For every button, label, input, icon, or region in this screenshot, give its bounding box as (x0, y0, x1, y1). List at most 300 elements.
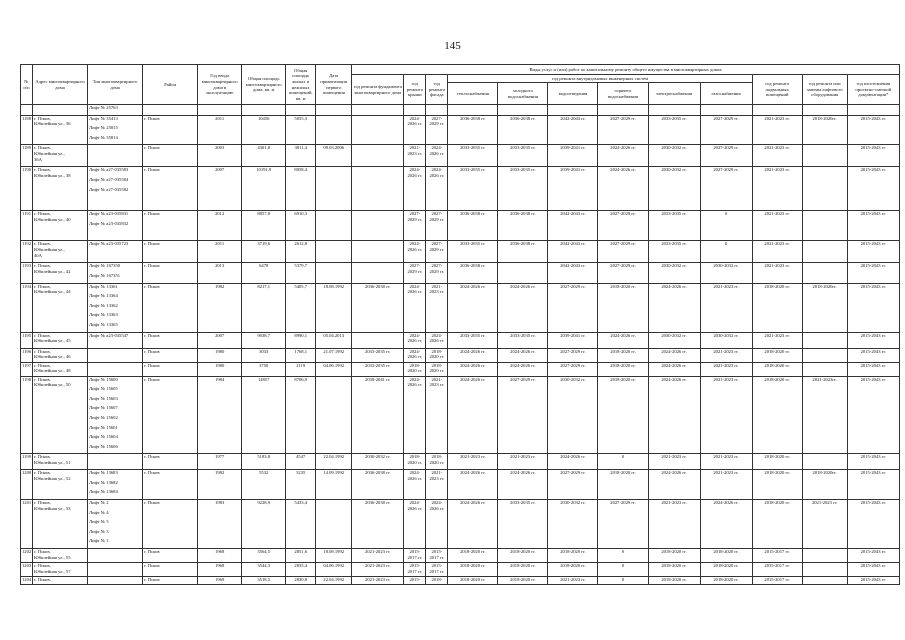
cold-cell (498, 263, 548, 283)
total-area-cell: 3033 (242, 348, 286, 362)
basement-cell: 2021-2023 гг. (752, 263, 802, 283)
foundation-cell: 2036-2038 гг. (352, 500, 404, 549)
res-area-cell: 2835,4 (286, 563, 316, 577)
roof-cell (404, 105, 426, 116)
basement-cell: 2015-2017 гг. (752, 577, 802, 585)
roof-cell: 2024-2026 гг. (404, 500, 426, 549)
address-line: Юбилейная ул., 57 (34, 568, 71, 574)
hot-cell: 2024-2026 гг. (598, 332, 648, 348)
privat-date-cell: 04.06.1992 (316, 563, 352, 577)
lift-id: Лифт № 13361 (89, 283, 118, 289)
cold-cell: 2024-2026 гг. (498, 470, 548, 500)
address-line: Юбилейная ул., 38 (34, 172, 71, 178)
total-area-cell: 3750 (242, 362, 286, 376)
cold-cell: 2027-2029 гг. (498, 376, 548, 454)
foundation-cell: 2033-2035 гг. (352, 348, 404, 362)
gas-cell: 2030-2032 гг. (700, 263, 752, 283)
elec-cell: 2024-2026 гг. (648, 376, 700, 454)
facade-cell: 2015-2017 гг. (426, 549, 448, 563)
lift-id: Лифт № а23-035723 (89, 241, 129, 247)
capital-repair-table (20, 64, 900, 585)
foundation-cell: 2039-2041 гг. (352, 376, 404, 454)
gas-cell: 2021-2023 гг. (700, 376, 752, 454)
facade-cell: 2027-2029 гг. (426, 115, 448, 145)
heat-cell: 2021-2023 гг. (448, 454, 498, 470)
privat-date-cell: 22.04.1992 (316, 454, 352, 470)
row-num: 1196 (21, 348, 33, 362)
lift-id: Лифт № 15600 (89, 376, 118, 382)
type-cell (88, 145, 143, 167)
type-cell (88, 362, 143, 376)
col-privat-date: Дата приватизации первого помещения (316, 65, 352, 105)
facade-cell: 2024-2026 гг. (426, 145, 448, 167)
heat-cell: 2033-2035 гг. (448, 167, 498, 211)
hot-cell: 2027-2029 гг. (598, 241, 648, 263)
row-num: 1198 (21, 376, 33, 454)
heat-cell: 2033-2035 гг. (448, 241, 498, 263)
address-cell (33, 549, 88, 563)
col-address: Адрес многоквартирного дома (33, 65, 88, 105)
address-cell (33, 454, 88, 470)
facade-cell: 2021-2023 гг. (426, 470, 448, 500)
gas-cell: 2030-2032 гг. (700, 332, 752, 348)
heat-cell: 2033-2035 гг. (448, 145, 498, 167)
row-num: 1197 (21, 362, 33, 376)
lift-id: Лифт № 15606 (89, 443, 118, 449)
privat-date-cell (316, 105, 352, 116)
hot-cell: 2024-2026 гг. (598, 145, 648, 167)
address-cell (33, 145, 88, 167)
drain-cell: 2030-2032 гг. (548, 376, 598, 454)
facade-cell: 2024-2026 гг. (426, 500, 448, 549)
type-cell (88, 348, 143, 362)
page-number: 145 (444, 40, 461, 52)
col-gas: газоснабжения (700, 83, 752, 105)
lift-id: Лифт № 15607 (89, 405, 118, 411)
cold-cell (498, 105, 548, 116)
facade-cell: 2024-2026 гг. (426, 332, 448, 348)
res-area-cell: 3235 (286, 470, 316, 500)
cold-cell: 2036-2038 гг. (498, 241, 548, 263)
docs-cell: 2015-2043 гг. (847, 362, 899, 376)
table-row (21, 500, 900, 549)
foundation-cell: 2030-2032 гг. (352, 454, 404, 470)
col-elec: электроснабжения (648, 83, 700, 105)
district-cell (143, 105, 198, 116)
type-cell (88, 500, 143, 549)
table-row (21, 454, 900, 470)
drain-cell: 2042-2043 гг. (548, 241, 598, 263)
address-line: 40А (34, 252, 42, 258)
address-cell (33, 563, 88, 577)
gas-cell: 2027-2029 гг. (700, 115, 752, 145)
drain-cell: 2018-2020 гг. (548, 563, 598, 577)
foundation-cell: 2021-2023 гг. (352, 549, 404, 563)
year-cell: 1968 (198, 549, 242, 563)
district-cell: г. Псков (143, 470, 198, 500)
drain-cell: 2027-2029 гг. (548, 362, 598, 376)
drain-cell: 2039-2041 гг. (548, 145, 598, 167)
elec-cell: 2030-2032 гг. (648, 145, 700, 167)
type-cell (88, 263, 143, 283)
address-cell (33, 263, 88, 283)
privat-date-cell (316, 376, 352, 454)
cold-cell: 2036-2038 гг. (498, 211, 548, 241)
docs-cell: 2015-2043 гг. (847, 549, 899, 563)
year-cell: 1968 (198, 563, 242, 577)
col-year: Год ввода многоквартирного дома в эксплуатацию (198, 65, 242, 105)
roof-cell: 2024-2026 гг. (404, 167, 426, 211)
lift-id: Лифт № 25763 (89, 105, 118, 110)
lift-id: Лифт № а27-035582 (89, 186, 129, 192)
lift-cell (802, 105, 847, 116)
row-num: 1204 (21, 577, 33, 585)
address-line: г. Псков, (34, 145, 51, 151)
address-cell (33, 332, 88, 348)
hot-cell: 2024-2026 гг. (598, 167, 648, 211)
address-line: Юбилейная ул., 48 (34, 368, 71, 374)
lift-id: Лифт № 1 (89, 538, 109, 544)
type-cell (88, 211, 143, 241)
lift-id: Лифт № 167350 (89, 263, 121, 269)
elec-cell: 2024-2026 гг. (648, 348, 700, 362)
privat-date-cell: 14.09.1992 (316, 470, 352, 500)
table-row (21, 577, 900, 585)
docs-cell: 2015-2043 гг. (847, 500, 899, 549)
res-area-cell: 4547 (286, 454, 316, 470)
year-cell: 2003 (198, 145, 242, 167)
basement-cell: 2018-2020 гг. (752, 470, 802, 500)
gas-cell: 2024-2026 гг. (700, 500, 752, 549)
drain-cell: 2024-2026 гг. (548, 454, 598, 470)
type-cell (88, 376, 143, 454)
roof-cell: 2024-2026 гг. (404, 332, 426, 348)
row-num (21, 105, 33, 116)
address-cell (33, 362, 88, 376)
facade-cell: 2018-2020 гг. (426, 454, 448, 470)
address-line: Юбилейная ул., 52 (34, 475, 71, 481)
heat-cell: 2018-2020 гг. (448, 549, 498, 563)
facade-cell: 2018-2020 гг. (426, 348, 448, 362)
gas-cell (700, 105, 752, 116)
address-line: г. Псков, (34, 563, 51, 569)
row-num: 1200 (21, 470, 33, 500)
address-line: г. Псков, (34, 500, 51, 506)
privat-date-cell (316, 115, 352, 145)
col-district: Район (143, 65, 198, 105)
res-area-cell: 2119 (286, 362, 316, 376)
col-basement: год ремонта подвальных помещений (752, 75, 802, 105)
roof-cell: 2021-2023 гг. (404, 145, 426, 167)
total-area-cell: 10191,9 (242, 167, 286, 211)
elec-cell: 2024-2026 гг. (648, 283, 700, 332)
heat-cell: 2024-2026 гг. (448, 362, 498, 376)
year-cell: 2011 (198, 115, 242, 145)
address-cell (33, 167, 88, 211)
drain-cell: 2027-2029 гг. (548, 348, 598, 362)
address-line: г. Псков, (34, 263, 51, 269)
district-cell: г. Псков (143, 348, 198, 362)
type-cell (88, 332, 143, 348)
docs-cell: 2015-2043 гг. (847, 348, 899, 362)
drain-cell: 2027-2029 гг. (548, 283, 598, 332)
facade-cell: 2027-2029 гг. (426, 241, 448, 263)
roof-cell: 2015- (404, 577, 426, 585)
total-area-cell: 9038,7 (242, 332, 286, 348)
basement-cell: 2021-2023 гг. (752, 332, 802, 348)
roof-cell: 2024-2026 гг. (404, 470, 426, 500)
foundation-cell (352, 167, 404, 211)
type-cell (88, 563, 143, 577)
district-cell: г. Псков (143, 241, 198, 263)
privat-date-cell: 05.04.2013 (316, 332, 352, 348)
type-cell (88, 549, 143, 563)
col-hot: горячего водоснабжения (598, 83, 648, 105)
lift-id: Лифт № а27-035584 (89, 176, 129, 182)
lift-id: Лифт № 13364 (89, 293, 118, 299)
row-num: 1199 (21, 454, 33, 470)
cold-cell: 2033-2035 гг. (498, 145, 548, 167)
address-line: г. Псков, (34, 376, 51, 382)
address-line: Юбилейная ул., 42 (34, 268, 71, 274)
lift-id: Лифт № 13362 (89, 302, 118, 308)
hot-cell: 2027-2029 гг. (598, 211, 648, 241)
foundation-cell: 2036-2038 гг. (352, 470, 404, 500)
lift-id: Лифт № 15604 (89, 434, 118, 440)
cold-cell: 2024-2026 гг. (498, 283, 548, 332)
year-cell: 2012 (198, 211, 242, 241)
district-cell: г. Псков (143, 283, 198, 332)
basement-cell (752, 105, 802, 116)
res-area-cell: 5433,4 (286, 500, 316, 549)
row-num: 1191 (21, 211, 33, 241)
hot-cell: 0 (598, 549, 648, 563)
address-line: 36А (34, 156, 42, 162)
elec-cell: 2033-2035 гг. (648, 115, 700, 145)
basement-cell: 2021-2023 гг. (752, 145, 802, 167)
lift-cell: 2018-2020гг. (802, 115, 847, 145)
table-row (21, 263, 900, 283)
heat-cell: 2033-2035 гг. (448, 332, 498, 348)
year-cell: 1980 (198, 348, 242, 362)
year-cell: 1982 (198, 470, 242, 500)
heat-cell: 2036-2038 гг. (448, 263, 498, 283)
address-line: Юбилейная ул., (34, 150, 65, 156)
address-cell (33, 105, 88, 116)
drain-cell: 2042-2043 гг. (548, 211, 598, 241)
elec-cell: 2030-2032 гг. (648, 263, 700, 283)
table-row (21, 105, 900, 116)
address-line: г. Псков, (34, 348, 51, 354)
total-area-cell: 3719,6 (242, 241, 286, 263)
total-area-cell: 3518,5 (242, 577, 286, 585)
table-header (21, 65, 900, 105)
roof-cell: 2018-2020 гг. (404, 454, 426, 470)
foundation-cell: 2021-2023 гг. (352, 577, 404, 585)
col-foundation: год ремонта фундамента многоквартирного дома (352, 75, 404, 105)
total-area-cell: 5532 (242, 470, 286, 500)
address-line: г. Псков, (34, 241, 51, 247)
lift-id: Лифт № 15602 (89, 414, 118, 420)
district-cell: г. Псков (143, 167, 198, 211)
works-title: Виды услуг и (или) работ по капитальному ремонту общего имущества в многоквартирных домах (352, 65, 900, 75)
basement-cell: 2015-2017 гг. (752, 563, 802, 577)
res-area-cell: 2830,8 (286, 577, 316, 585)
hot-cell: 2018-2020 гг. (598, 362, 648, 376)
year-cell: 1984 (198, 376, 242, 454)
heat-cell: 2018-2020 гг. (448, 577, 498, 585)
roof-cell: 2024-2026 гг. (404, 348, 426, 362)
cold-cell: 2018-2020 гг. (498, 577, 548, 585)
elec-cell: 2024-2026 гг. (648, 362, 700, 376)
district-cell: г. Псков (143, 577, 198, 585)
address-line: г. Псков, (34, 332, 51, 338)
table-row (21, 115, 900, 145)
year-cell: 1983 (198, 500, 242, 549)
year-cell: 2013 (198, 263, 242, 283)
facade-cell (426, 105, 448, 116)
drain-cell: 2039-2041 гг. (548, 167, 598, 211)
eng-systems-title: год ремонта внутридомовых инженерных систем (448, 75, 752, 83)
cold-cell: 2018-2020 гг. (498, 549, 548, 563)
year-cell: 2011 (198, 241, 242, 263)
row-num: 1189 (21, 145, 33, 167)
lift-id: Лифт № 15603 (89, 395, 118, 401)
col-lift: год ремонта или замены лифтового оборудования (802, 75, 847, 105)
gas-cell: 2018-2020 гг. (700, 563, 752, 577)
address-cell (33, 241, 88, 263)
type-cell (88, 105, 143, 116)
basement-cell: 2018-2020 гг. (752, 376, 802, 454)
foundation-cell (352, 145, 404, 167)
col-docs: год изготовления проектно-сметной документации* (847, 75, 899, 105)
district-cell: г. Псков (143, 500, 198, 549)
res-area-cell: 2851,6 (286, 549, 316, 563)
address-line: Юбилейная ул., 36 (34, 121, 71, 127)
col-num: № п/п (21, 65, 33, 105)
drain-cell: 2027-2029 гг. (548, 470, 598, 500)
foundation-cell (352, 115, 404, 145)
privat-date-cell (316, 211, 352, 241)
lift-cell (802, 577, 847, 585)
cold-cell: 2018-2020 гг. (498, 563, 548, 577)
basement-cell: 2018-2020 гг. (752, 362, 802, 376)
col-roof: год ремонта крыши (404, 75, 426, 105)
gas-cell: 2021-2023 гг. (700, 454, 752, 470)
total-area-cell (242, 105, 286, 116)
row-num: 1193 (21, 263, 33, 283)
elec-cell: 2024-2026 гг. (648, 470, 700, 500)
table-row (21, 362, 900, 376)
col-drain: водоотведения (548, 83, 598, 105)
basement-cell: 2018-2020 гг. (752, 283, 802, 332)
year-cell: 1977 (198, 454, 242, 470)
docs-cell: 2015-2043 гг. (847, 167, 899, 211)
basement-cell: 2021-2023 гг. (752, 211, 802, 241)
address-line: г. Псков, (34, 211, 51, 217)
elec-cell: 2021-2023 гг. (648, 500, 700, 549)
elec-cell: 2021-2023 гг. (648, 454, 700, 470)
hot-cell: 0 (598, 577, 648, 585)
privat-date-cell: 09.03.2006 (316, 145, 352, 167)
roof-cell: 2018-2020 гг. (404, 362, 426, 376)
roof-cell: 2024-2026 гг. (404, 241, 426, 263)
type-cell (88, 115, 143, 145)
roof-cell: 2015-2017 гг. (404, 549, 426, 563)
hot-cell: 2027-2029 гг. (598, 115, 648, 145)
basement-cell: 2018-2020 гг. (752, 500, 802, 549)
year-cell: 1982 (198, 283, 242, 332)
drain-cell: 2018-2020 гг. (548, 549, 598, 563)
lift-cell (802, 549, 847, 563)
lift-id: Лифт № 13683 (89, 470, 118, 476)
lift-cell (802, 145, 847, 167)
year-cell: 1969 (198, 577, 242, 585)
heat-cell: 2036-2038 гг. (448, 115, 498, 145)
gas-cell: 2018-2020 гг. (700, 549, 752, 563)
address-line: Юбилейная ул., 40 (34, 216, 71, 222)
privat-date-cell: 21.07.1992 (316, 348, 352, 362)
foundation-cell (352, 211, 404, 241)
gas-cell: 2021-2023 гг. (700, 362, 752, 376)
type-cell (88, 283, 143, 332)
table-row (21, 563, 900, 577)
elec-cell: 2018-2020 гг. (648, 563, 700, 577)
address-cell (33, 348, 88, 362)
privat-date-cell (316, 500, 352, 549)
lift-cell (802, 332, 847, 348)
type-cell (88, 241, 143, 263)
table-row (21, 332, 900, 348)
total-area-cell: 14857 (242, 376, 286, 454)
address-line: г. Псков, (34, 549, 51, 555)
lift-cell: 2018-2020гг. (802, 470, 847, 500)
lift-id: Лифт № 35814 (89, 134, 118, 140)
hot-cell (598, 105, 648, 116)
gas-cell: 2021-2023 гг. (700, 348, 752, 362)
district-cell: г. Псков (143, 454, 198, 470)
basement-cell: 2021-2023 гг. (752, 167, 802, 211)
elec-cell (648, 105, 700, 116)
district-cell: г. Псков (143, 549, 198, 563)
address-line: Юбилейная ул., 45 (34, 338, 71, 344)
privat-date-cell: 18.08.1992 (316, 549, 352, 563)
lift-id: Лифт № 25815 (89, 125, 118, 131)
table-row (21, 470, 900, 500)
table-body (21, 105, 900, 585)
gas-cell: 2021-2023 гг. (700, 470, 752, 500)
basement-cell: 2018-2020 гг. (752, 454, 802, 470)
table-row (21, 211, 900, 241)
address-line: г. Псков, (34, 454, 51, 460)
total-area-cell: 10456 (242, 115, 286, 145)
heat-cell: 2024-2026 гг. (448, 348, 498, 362)
basement-cell: 2018-2020 гг. (752, 348, 802, 362)
res-area-cell: 5405,7 (286, 283, 316, 332)
facade-cell: 2018-2020 гг. (426, 362, 448, 376)
lift-id: Лифт № 15605 (89, 386, 118, 392)
hot-cell: 2027-2029 гг. (598, 263, 648, 283)
table-row (21, 283, 900, 332)
heat-cell (448, 105, 498, 116)
col-type: Тип многоквартирного дома (88, 65, 143, 105)
col-total-area: Общая площадь многоквартирного дома, кв. м (242, 65, 286, 105)
lift-cell (802, 454, 847, 470)
address-line: Юбилейная ул., 51 (34, 459, 71, 465)
facade-cell: 2018- (426, 577, 448, 585)
roof-cell: 2024-2026 гг. (404, 283, 426, 332)
lift-id: Лифт № а23-035547 (89, 332, 129, 338)
